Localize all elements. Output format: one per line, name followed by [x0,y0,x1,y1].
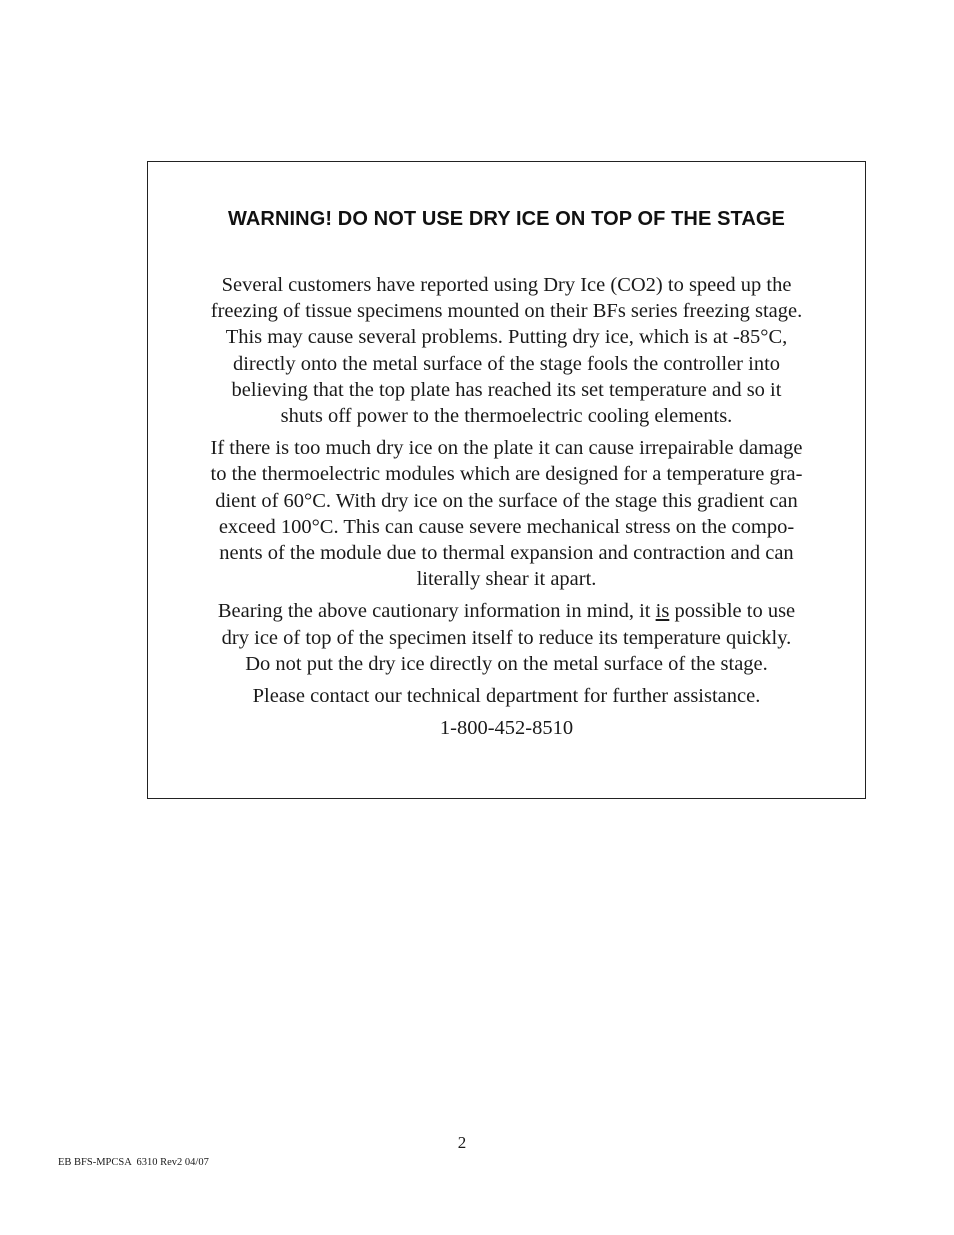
paragraph-dry-ice-use [178,272,835,429]
document-code: EB BFS-MPCSA 6310 Rev2 04/07 [58,1157,209,1168]
paragraph-caution [178,598,835,677]
text-line: If there is too much dry ice on the plate it can cause irrepairable damage [210,437,803,460]
text-line: directly onto the metal surface of the stage fools the controller into [232,352,781,375]
text-line: nents of the module due to thermal expansion and contraction and can [219,542,794,565]
text-fragment: Bearing the above cautionary information in mind, it [217,600,656,623]
text-line: freezing of tissue specimens mounted on their BFs series freezing stage. [210,300,803,323]
text-line: Do not put the dry ice directly on the metal surface of the stage. [245,652,768,675]
warning-body [178,272,835,747]
text-line: This may cause several problems. Putting dry ice, which is at -85°C, [225,326,788,349]
text-line: believing that the top plate has reached its set temperature and so it [231,378,782,401]
warning-title: WARNING! DO NOT USE DRY ICE ON TOP OF THE STAGE [228,208,785,230]
contact-text: Please contact our technical department for further assistance. [252,685,761,708]
text-line: dry ice of top of the specimen itself to reduce its temperature quickly. [221,626,792,649]
text-line: exceed 100°C. This can cause severe mechanical stress on the compo- [218,515,795,538]
phone-number: 1-800-452-8510 [439,717,574,740]
text-line: dient of 60°C. With dry ice on the surface of the stage this gradient can [215,489,798,512]
text-line: Several customers have reported using Dry Ice (CO2) to speed up the [221,274,792,296]
text-fragment: possible to use [669,600,796,623]
page-number: 2 [457,1133,467,1152]
text-line: shuts off power to the thermoelectric cooling elements. [280,405,733,428]
warning-box [147,161,866,799]
text-line [178,598,835,624]
emphasis-underline: is [655,600,670,623]
text-line: to the thermoelectric modules which are designed for a temperature gra- [210,463,803,486]
text-line: literally shear it apart. [416,568,597,591]
paragraph-damage [178,435,835,592]
